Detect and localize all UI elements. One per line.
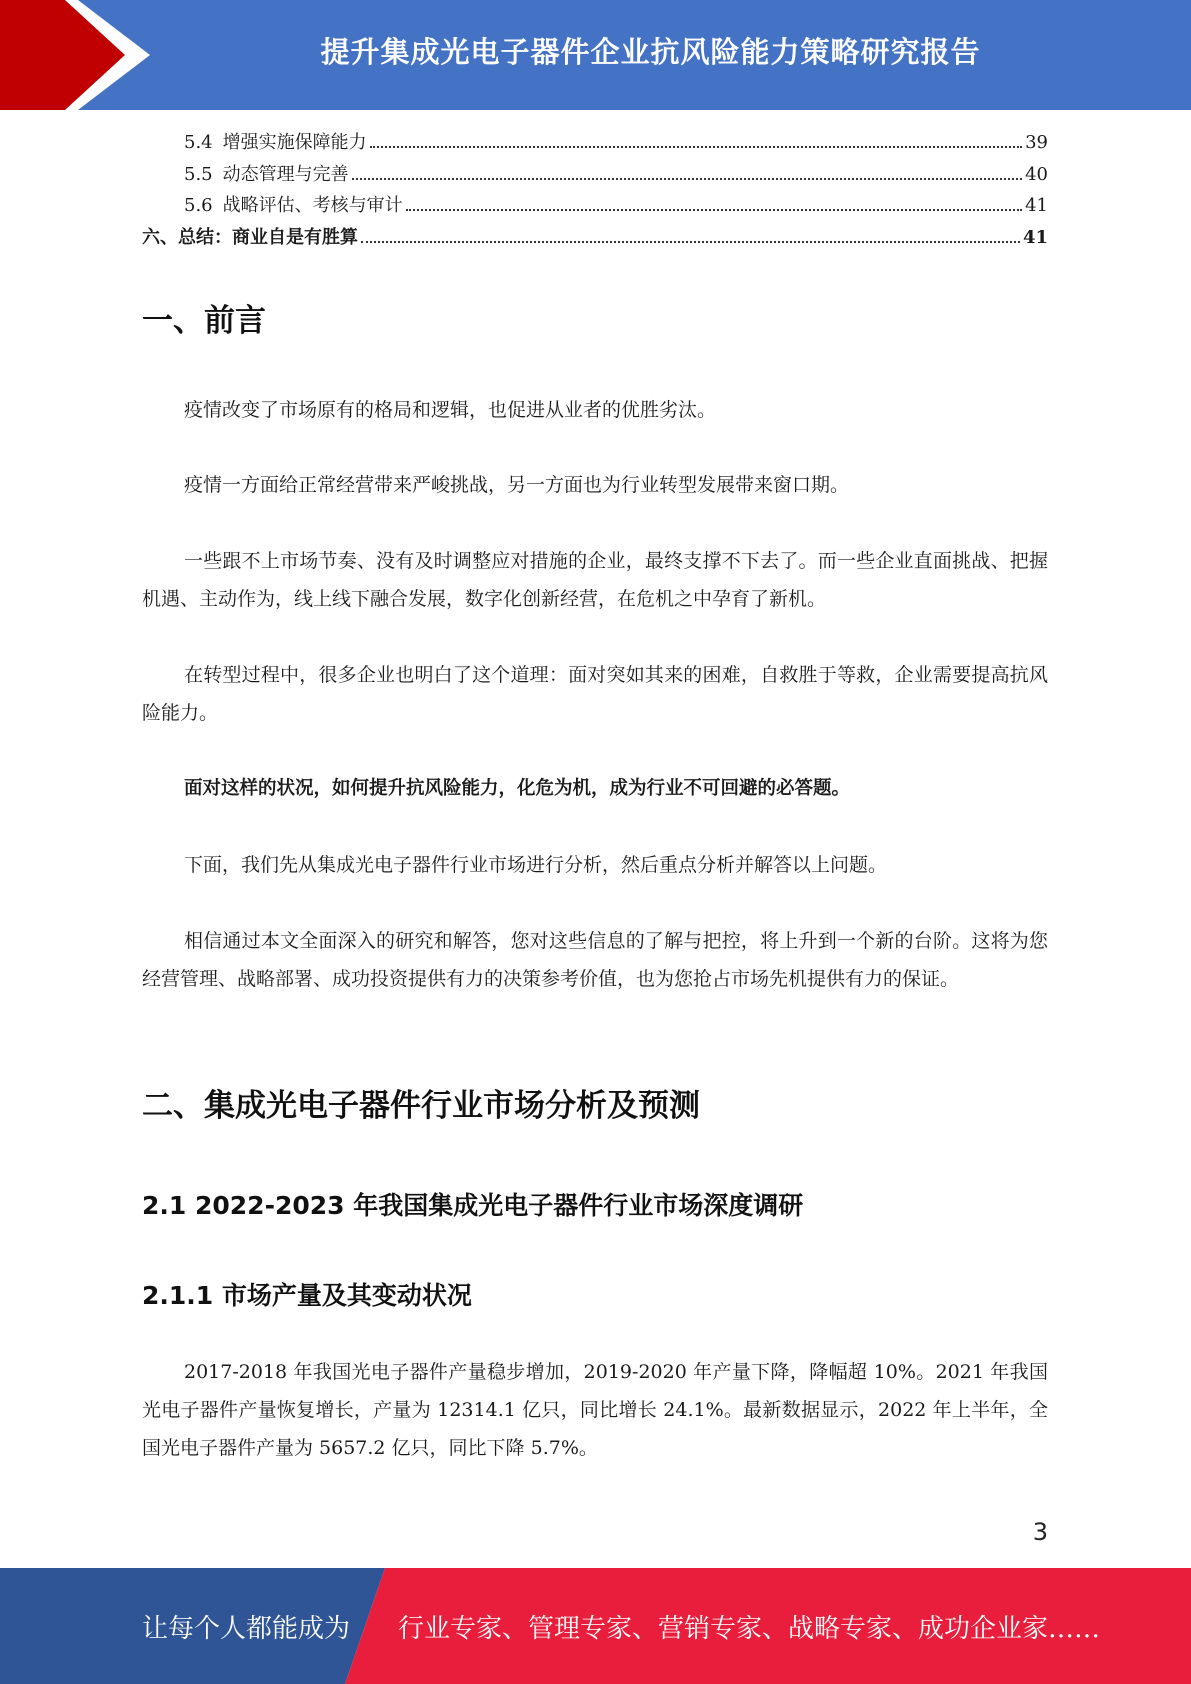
toc-entry-number: 5.5 (184, 163, 213, 185)
paragraph: 下面，我们先从集成光电子器件行业市场进行分析，然后重点分析并解答以上问题。 (184, 854, 888, 876)
toc-entry-page: 39 (1025, 132, 1048, 153)
toc-leader-dots (406, 209, 1022, 211)
table-of-contents (142, 128, 1048, 254)
toc-leader-dots (370, 146, 1022, 148)
toc-entry-page: 40 (1025, 163, 1048, 185)
subsubsection-heading: 2.1.1 市场产量及其变动状况 (142, 1281, 472, 1310)
paragraph: 疫情改变了市场原有的格局和逻辑，也促进从业者的优胜劣汰。 (184, 399, 717, 421)
page-number: 3 (1032, 1518, 1048, 1546)
toc-entry[interactable] (142, 191, 1048, 223)
footer-banner (0, 1568, 1191, 1684)
paragraph: 疫情一方面给正常经营带来严峻挑战，另一方面也为行业转型发展带来窗口期。 (184, 474, 850, 496)
subsection-heading: 2.1 2022-2023 年我国集成光电子器件行业市场深度调研 (142, 1191, 804, 1220)
toc-entry-label: 战略评估、考核与审计 (222, 195, 403, 216)
toc-entry-label: 增强实施保障能力 (222, 132, 367, 153)
paragraph: 相信通过本文全面深入的研究和解答，您对这些信息的了解与把控，将上升到一个新的台阶。这将为您经营管理、战略部署、成功投资提供有力的决策参考价值，也为您抢占市场先机提供有力的保证。 (142, 930, 1048, 990)
paragraph: 2017-2018 年我国光电子器件产量稳步增加，2019-2020 年产量下降，降幅超 10%。2021 年我国光电子器件产量恢复增长，产量为 12314.1 亿只，同比增长 24.1%。最新数据显示，2022 年上半年，全国光电子器件产量为 5657.2 亿只，同比下降 5.7%。 (142, 1361, 1048, 1459)
toc-leader-dots (352, 178, 1022, 180)
section-heading-preface: 一、前言 (142, 303, 266, 339)
toc-entry-page: 41 (1022, 226, 1048, 248)
toc-entry[interactable] (142, 160, 1048, 192)
toc-entry-page: 41 (1025, 195, 1048, 216)
header-banner (0, 0, 1191, 110)
report-title: 提升集成光电子器件企业抗风险能力策略研究报告 (320, 34, 981, 69)
toc-entry-label: 动态管理与完善 (222, 163, 349, 185)
toc-entry-main[interactable] (142, 223, 1048, 255)
paragraph: 一些跟不上市场节奏、没有及时调整应对措施的企业，最终支撑不下去了。而一些企业直面挑战、把握机遇、主动作为，线上线下融合发展，数字化创新经营，在危机之中孕育了新机。 (142, 550, 1048, 610)
toc-entry-number: 5.6 (184, 195, 213, 216)
toc-leader-dots (361, 241, 1020, 243)
section-heading-market: 二、集成光电子器件行业市场分析及预测 (142, 1088, 700, 1124)
paragraph-emphasis: 面对这样的状况，如何提升抗风险能力，化危为机，成为行业不可回避的必答题。 (184, 778, 851, 799)
footer-slogan-right: 行业专家、管理专家、营销专家、战略专家、成功企业家…… (398, 1613, 1101, 1644)
paragraph: 在转型过程中，很多企业也明白了这个道理：面对突如其来的困难，自救胜于等救，企业需要提高抗风险能力。 (142, 664, 1048, 724)
toc-entry[interactable] (142, 128, 1048, 160)
toc-entry-label: 六、总结：商业自是有胜算 (142, 226, 358, 248)
toc-entry-number: 5.4 (184, 132, 213, 153)
footer-slogan-left: 让每个人都能成为 (142, 1613, 351, 1644)
